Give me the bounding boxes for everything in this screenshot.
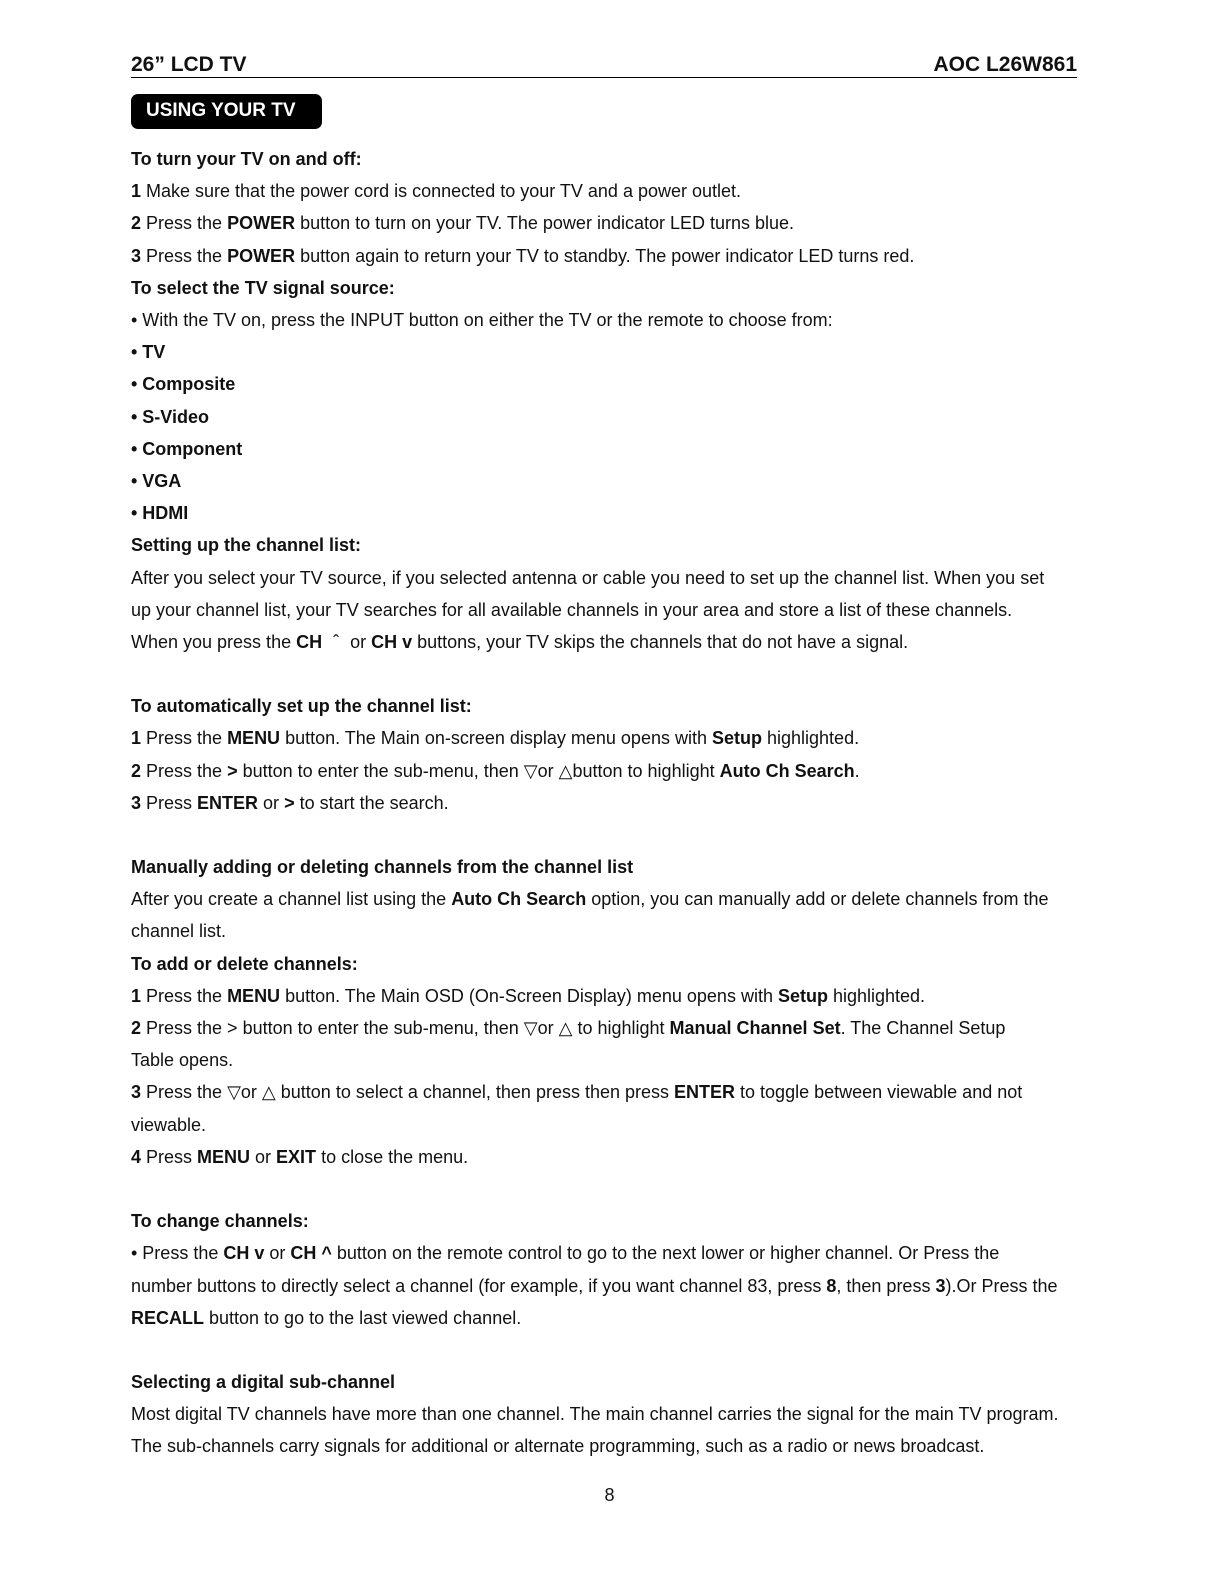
spacer (131, 1173, 1077, 1205)
add-delete-step-4: 4 Press MENU or EXIT to close the menu. (131, 1146, 469, 1167)
source-option: • TV (131, 342, 166, 363)
spacer (131, 658, 1077, 690)
manual-line-1: After you create a channel list using the Auto Ch Search option, you can manually add or delete channels from the (131, 889, 1049, 910)
auto-step-2: 2 Press the > button to enter the sub-menu, then ▽or △button to highlight Auto Ch Search. (131, 760, 860, 781)
add-delete-step-1: 1 Press the MENU button. The Main OSD (On-Screen Display) menu opens with Setup highlighted. (131, 985, 926, 1006)
heading-source: To select the TV signal source: (131, 277, 395, 298)
channel-list-line-3: When you press the CH ˆ or CH v buttons, your TV skips the channels that do not have a signal. (131, 632, 909, 653)
spacer (131, 1334, 1077, 1366)
add-delete-step-2: 2 Press the > button to enter the sub-menu, then ▽or △ to highlight Manual Channel Set. The Channel Setup (131, 1018, 1006, 1039)
page-header (131, 50, 1077, 78)
add-delete-step-3: 3 Press the ▽or △ button to select a channel, then press then press ENTER to toggle between viewable and not (131, 1082, 1023, 1103)
change-line-1: • Press the CH v or CH ^ button on the remote control to go to the next lower or higher channel. Or Press the (131, 1243, 1000, 1264)
source-intro: • With the TV on, press the INPUT button on either the TV or the remote to choose from: (131, 310, 833, 331)
heading-add-delete: To add or delete channels: (131, 953, 358, 974)
channel-list-line-2: up your channel list, your TV searches for all available channels in your area and store a list of these channels. (131, 599, 1013, 620)
model-number: AOC L26W861 (933, 53, 1077, 76)
product-title: 26” LCD TV (131, 53, 247, 76)
up-triangle-icon: △ (558, 760, 573, 781)
heading-change-channels: To change channels: (131, 1211, 309, 1232)
source-option: • Composite (131, 374, 236, 395)
down-triangle-icon: ▽ (523, 1018, 538, 1039)
down-triangle-icon: ▽ (227, 1082, 241, 1103)
spacer (131, 819, 1077, 851)
add-delete-step-2-cont: Table opens. (131, 1050, 234, 1071)
section-tab: USING YOUR TV (131, 94, 322, 129)
up-triangle-icon: △ (558, 1018, 573, 1039)
heading-manual: Manually adding or deleting channels from the channel list (131, 857, 634, 878)
caret-up-icon: ˆ (333, 632, 340, 653)
source-option: • HDMI (131, 503, 189, 524)
change-line-3: RECALL button to go to the last viewed channel. (131, 1307, 522, 1328)
manual-page (131, 50, 1077, 1463)
heading-subchannel: Selecting a digital sub-channel (131, 1371, 396, 1392)
down-triangle-icon: ▽ (523, 760, 538, 781)
power-step-1: 1 Make sure that the power cord is connected to your TV and a power outlet. (131, 181, 742, 202)
add-delete-step-3-cont: viewable. (131, 1114, 207, 1135)
source-option: • Component (131, 438, 243, 459)
channel-list-line-1: After you select your TV source, if you selected antenna or cable you need to set up the channel list. When you set (131, 567, 1045, 588)
subchannel-line-1: Most digital TV channels have more than one channel. The main channel carries the signal for the main TV program. (131, 1404, 1059, 1425)
manual-line-2: channel list. (131, 921, 227, 942)
subchannel-line-2: The sub-channels carry signals for additional or alternate programming, such as a radio or news broadcast. (131, 1436, 985, 1457)
heading-auto-setup: To automatically set up the channel list: (131, 696, 472, 717)
heading-power: To turn your TV on and off: (131, 149, 362, 169)
auto-step-3: 3 Press ENTER or > to start the search. (131, 792, 449, 813)
source-option: • S-Video (131, 406, 209, 427)
up-triangle-icon: △ (261, 1082, 276, 1103)
change-line-2: number buttons to directly select a channel (for example, if you want channel 83, press 8, then press 3).Or Press the (131, 1275, 1058, 1296)
power-step-2: 2 Press the POWER button to turn on your TV. The power indicator LED turns blue. (131, 213, 795, 234)
source-option: • VGA (131, 471, 182, 492)
auto-step-1: 1 Press the MENU button. The Main on-screen display menu opens with Setup highlighted. (131, 728, 860, 749)
page-content (131, 143, 1077, 1463)
heading-channel-list: Setting up the channel list: (131, 535, 362, 556)
page-number: 8 (604, 1485, 615, 1505)
power-step-3: 3 Press the POWER button again to return your TV to standby. The power indicator LED turns red. (131, 245, 915, 266)
